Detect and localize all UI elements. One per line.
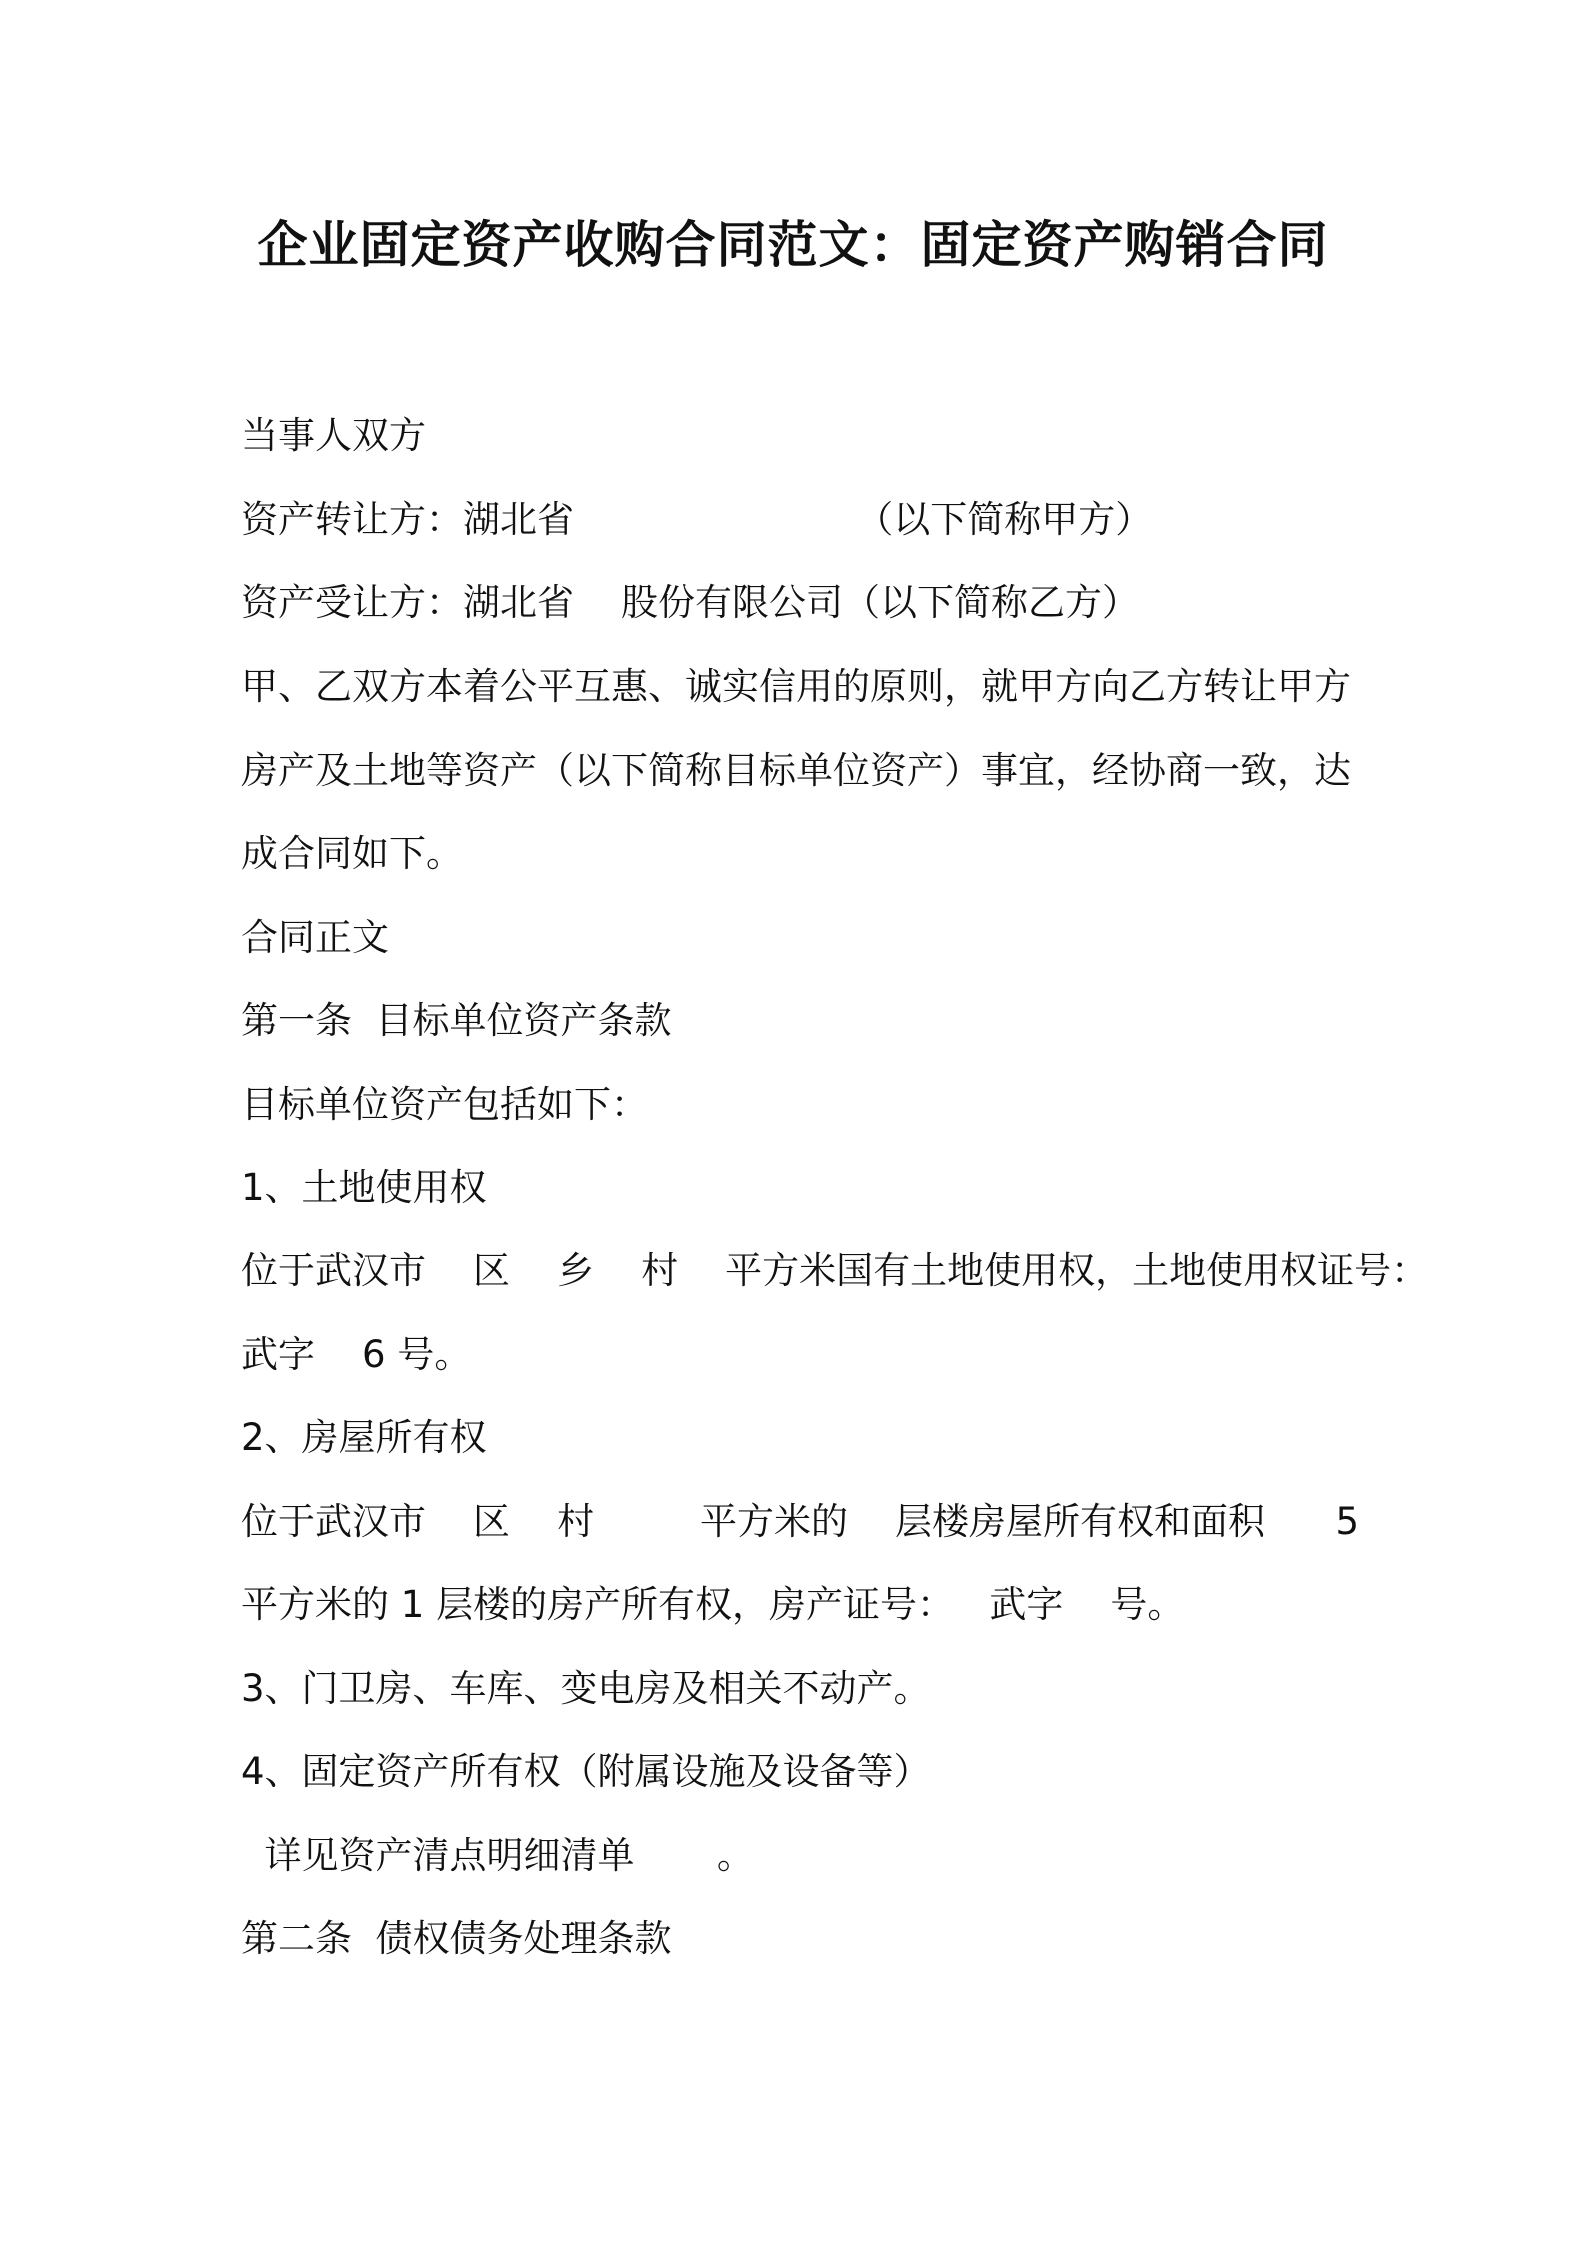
assets-intro-line: 目标单位资产包括如下：: [241, 1083, 648, 1126]
transferor-line: 资产转让方：湖北省 （以下简称甲方）: [241, 498, 1153, 541]
land-use-right-heading: 1、土地使用权: [241, 1166, 487, 1209]
preamble-line-1: 甲、乙双方本着公平互惠、诚实信用的原则，就甲方向乙方转让甲方: [241, 665, 1351, 708]
article-1-heading: 第一条 目标单位资产条款: [241, 999, 672, 1042]
real-estate-item: 3、门卫房、车库、变电房及相关不动产。: [241, 1667, 931, 1710]
fixed-assets-item: 4、固定资产所有权（附属设施及设备等）: [241, 1750, 931, 1793]
asset-list-reference: 详见资产清点明细清单 。: [241, 1834, 754, 1877]
land-use-right-line-2: 武字 6 号。: [241, 1333, 472, 1376]
house-ownership-line-1: 位于武汉市 区 村 平方米的 层楼房屋所有权和面积 5: [241, 1500, 1360, 1543]
document-title: 企业固定资产收购合同范文：固定资产购销合同: [257, 216, 1329, 274]
contract-body-heading: 合同正文: [241, 916, 389, 959]
house-ownership-line-2: 平方米的 1 层楼的房产所有权，房产证号： 武字 号。: [241, 1583, 1185, 1626]
house-ownership-heading: 2、房屋所有权: [241, 1416, 487, 1459]
land-use-right-line-1: 位于武汉市 区 乡 村 平方米国有土地使用权，土地使用权证号：: [241, 1249, 1429, 1292]
preamble-line-2: 房产及土地等资产（以下简称目标单位资产）事宜，经协商一致，达: [241, 749, 1351, 792]
article-2-heading: 第二条 债权债务处理条款: [241, 1917, 672, 1960]
preamble-line-3: 成合同如下。: [241, 832, 463, 875]
transferee-line: 资产受让方：湖北省 股份有限公司（以下简称乙方）: [241, 581, 1140, 624]
section-parties-heading: 当事人双方: [241, 414, 426, 457]
